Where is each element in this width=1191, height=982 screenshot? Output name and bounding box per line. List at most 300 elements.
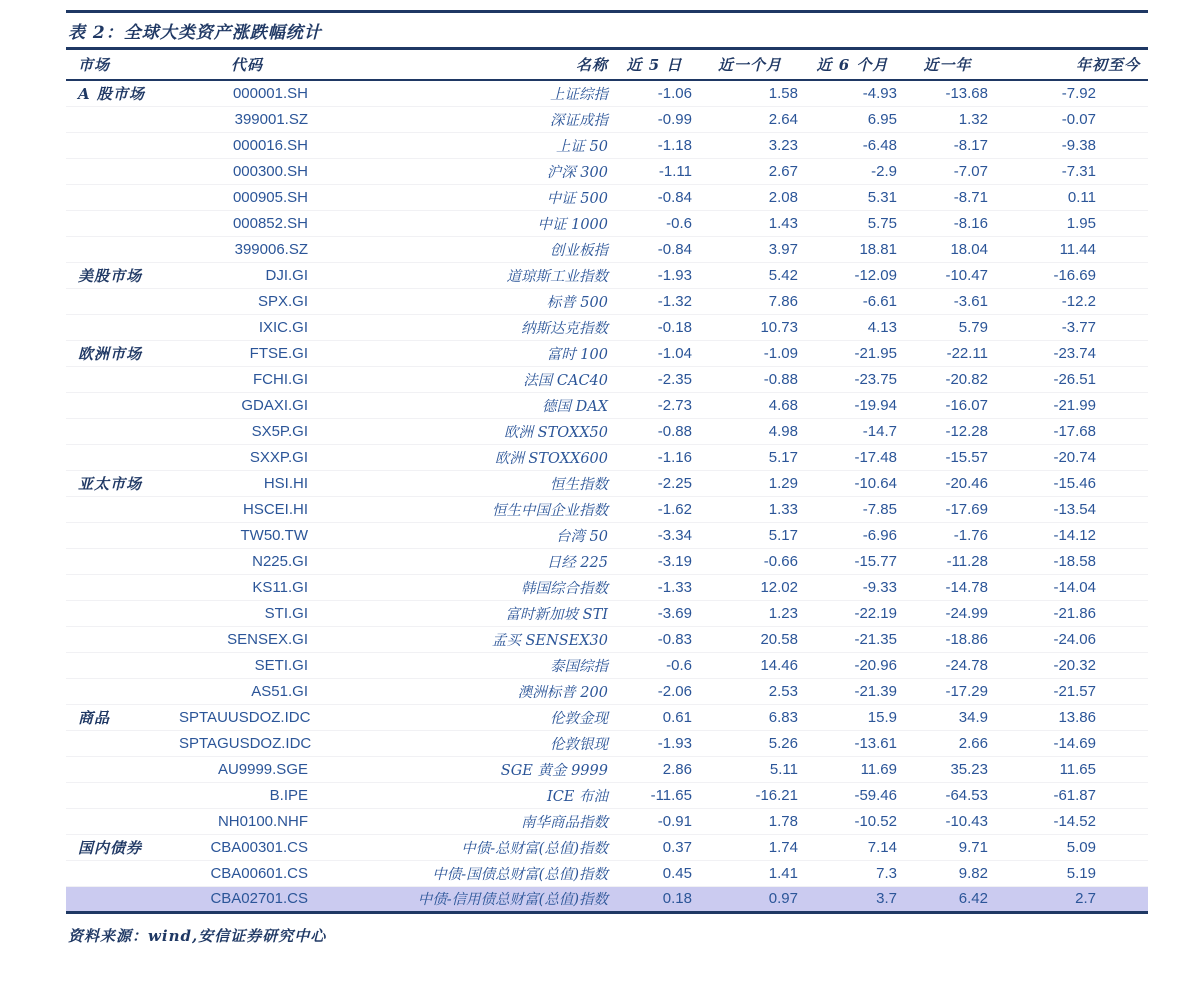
value-1year-cell: -64.53 bbox=[902, 782, 993, 808]
value-1year-cell: -13.68 bbox=[902, 80, 993, 106]
code-cell: 000300.SH bbox=[178, 158, 316, 184]
name-cell: 德国 DAX bbox=[316, 392, 612, 418]
value-5day-cell: -1.93 bbox=[612, 730, 697, 756]
value-ytd-cell: -7.31 bbox=[993, 158, 1148, 184]
value-5day-cell: -0.6 bbox=[612, 652, 697, 678]
value-1month-cell: 5.17 bbox=[697, 522, 803, 548]
value-1month-cell: 5.17 bbox=[697, 444, 803, 470]
code-cell: SETI.GI bbox=[178, 652, 316, 678]
name-cell: 伦敦金现 bbox=[316, 704, 612, 730]
market-cell bbox=[66, 184, 178, 210]
value-5day-cell: -0.91 bbox=[612, 808, 697, 834]
market-cell bbox=[66, 366, 178, 392]
value-6month-cell: 18.81 bbox=[803, 236, 902, 262]
table-row bbox=[66, 730, 1148, 756]
market-cell bbox=[66, 522, 178, 548]
value-1year-cell: -8.17 bbox=[902, 132, 993, 158]
value-ytd-cell: -7.92 bbox=[993, 80, 1148, 106]
value-6month-cell: -9.33 bbox=[803, 574, 902, 600]
value-ytd-cell: -14.12 bbox=[993, 522, 1148, 548]
table-row bbox=[66, 158, 1148, 184]
value-1month-cell: 1.41 bbox=[697, 860, 803, 886]
code-cell: KS11.GI bbox=[178, 574, 316, 600]
name-cell: 道琼斯工业指数 bbox=[316, 262, 612, 288]
value-5day-cell: -1.32 bbox=[612, 288, 697, 314]
code-cell: 399001.SZ bbox=[178, 106, 316, 132]
value-5day-cell: -3.69 bbox=[612, 600, 697, 626]
market-cell bbox=[66, 496, 178, 522]
value-1month-cell: 5.26 bbox=[697, 730, 803, 756]
table-row bbox=[66, 288, 1148, 314]
table-row bbox=[66, 548, 1148, 574]
value-5day-cell: -1.62 bbox=[612, 496, 697, 522]
table-row bbox=[66, 262, 1148, 288]
value-5day-cell: -0.18 bbox=[612, 314, 697, 340]
value-1year-cell: -8.71 bbox=[902, 184, 993, 210]
value-5day-cell: 0.37 bbox=[612, 834, 697, 860]
name-cell: 上证综指 bbox=[316, 80, 612, 106]
table-row bbox=[66, 210, 1148, 236]
value-1month-cell: 0.97 bbox=[697, 886, 803, 912]
name-cell: 欧洲 STOXX50 bbox=[316, 418, 612, 444]
table-row bbox=[66, 834, 1148, 860]
name-cell: 中证 500 bbox=[316, 184, 612, 210]
code-cell: HSCEI.HI bbox=[178, 496, 316, 522]
name-cell: 上证 50 bbox=[316, 132, 612, 158]
value-ytd-cell: -13.54 bbox=[993, 496, 1148, 522]
header-row bbox=[66, 50, 1148, 80]
value-5day-cell: -11.65 bbox=[612, 782, 697, 808]
name-cell: 恒生指数 bbox=[316, 470, 612, 496]
value-6month-cell: -21.35 bbox=[803, 626, 902, 652]
table-row bbox=[66, 392, 1148, 418]
value-5day-cell: -1.33 bbox=[612, 574, 697, 600]
table-row bbox=[66, 366, 1148, 392]
value-5day-cell: -1.18 bbox=[612, 132, 697, 158]
value-1month-cell: 20.58 bbox=[697, 626, 803, 652]
header-5day: 近 5 日 bbox=[612, 50, 697, 80]
value-1year-cell: -14.78 bbox=[902, 574, 993, 600]
value-1year-cell: -10.47 bbox=[902, 262, 993, 288]
value-1year-cell: -8.16 bbox=[902, 210, 993, 236]
value-1month-cell: -1.09 bbox=[697, 340, 803, 366]
market-cell bbox=[66, 288, 178, 314]
value-ytd-cell: -14.52 bbox=[993, 808, 1148, 834]
header-market: 市场 bbox=[66, 50, 178, 80]
value-6month-cell: -2.9 bbox=[803, 158, 902, 184]
code-cell: DJI.GI bbox=[178, 262, 316, 288]
value-1year-cell: -18.86 bbox=[902, 626, 993, 652]
value-ytd-cell: -0.07 bbox=[993, 106, 1148, 132]
value-ytd-cell: -14.69 bbox=[993, 730, 1148, 756]
value-5day-cell: -1.16 bbox=[612, 444, 697, 470]
name-cell: 台湾 50 bbox=[316, 522, 612, 548]
header-code: 代码 bbox=[178, 50, 316, 80]
name-cell: SGE 黄金 9999 bbox=[316, 756, 612, 782]
table-row bbox=[66, 236, 1148, 262]
value-6month-cell: -59.46 bbox=[803, 782, 902, 808]
value-5day-cell: -1.11 bbox=[612, 158, 697, 184]
value-5day-cell: -0.83 bbox=[612, 626, 697, 652]
market-cell: 国内债券 bbox=[66, 834, 178, 860]
value-6month-cell: 11.69 bbox=[803, 756, 902, 782]
header-1year: 近一年 bbox=[902, 50, 993, 80]
header-6month: 近 6 个月 bbox=[803, 50, 902, 80]
table-title: 表 2：全球大类资产涨跌幅统计 bbox=[68, 23, 322, 43]
value-1year-cell: 5.79 bbox=[902, 314, 993, 340]
value-5day-cell: -2.25 bbox=[612, 470, 697, 496]
code-cell: SPTAUUSDOZ.IDC bbox=[178, 704, 316, 730]
name-cell: 中债-信用债总财富(总值)指数 bbox=[316, 886, 612, 912]
table-row bbox=[66, 80, 1148, 106]
value-6month-cell: -12.09 bbox=[803, 262, 902, 288]
value-ytd-cell: -61.87 bbox=[993, 782, 1148, 808]
value-1year-cell: -15.57 bbox=[902, 444, 993, 470]
value-6month-cell: -15.77 bbox=[803, 548, 902, 574]
market-cell bbox=[66, 132, 178, 158]
value-1month-cell: 14.46 bbox=[697, 652, 803, 678]
market-cell bbox=[66, 444, 178, 470]
market-cell: 美股市场 bbox=[66, 262, 178, 288]
value-1year-cell: -7.07 bbox=[902, 158, 993, 184]
table-row bbox=[66, 808, 1148, 834]
value-1month-cell: 12.02 bbox=[697, 574, 803, 600]
value-1year-cell: -3.61 bbox=[902, 288, 993, 314]
value-1month-cell: 10.73 bbox=[697, 314, 803, 340]
table-row bbox=[66, 418, 1148, 444]
value-1month-cell: -16.21 bbox=[697, 782, 803, 808]
value-1year-cell: 9.82 bbox=[902, 860, 993, 886]
market-cell: 亚太市场 bbox=[66, 470, 178, 496]
name-cell: 富时新加坡 STI bbox=[316, 600, 612, 626]
value-ytd-cell: -21.57 bbox=[993, 678, 1148, 704]
table-row bbox=[66, 678, 1148, 704]
value-ytd-cell: 11.65 bbox=[993, 756, 1148, 782]
value-5day-cell: 2.86 bbox=[612, 756, 697, 782]
code-cell: HSI.HI bbox=[178, 470, 316, 496]
name-cell: 中债-国债总财富(总值)指数 bbox=[316, 860, 612, 886]
value-1year-cell: 9.71 bbox=[902, 834, 993, 860]
value-1year-cell: -11.28 bbox=[902, 548, 993, 574]
value-ytd-cell: -20.74 bbox=[993, 444, 1148, 470]
value-1year-cell: 34.9 bbox=[902, 704, 993, 730]
code-cell: SXXP.GI bbox=[178, 444, 316, 470]
name-cell: 南华商品指数 bbox=[316, 808, 612, 834]
table-row bbox=[66, 886, 1148, 912]
code-cell: NH0100.NHF bbox=[178, 808, 316, 834]
market-cell bbox=[66, 106, 178, 132]
table-row bbox=[66, 314, 1148, 340]
value-1month-cell: 2.08 bbox=[697, 184, 803, 210]
value-6month-cell: 7.14 bbox=[803, 834, 902, 860]
header-name: 名称 bbox=[316, 50, 612, 80]
header-ytd: 年初至今 bbox=[993, 50, 1148, 80]
value-1month-cell: 6.83 bbox=[697, 704, 803, 730]
code-cell: 399006.SZ bbox=[178, 236, 316, 262]
value-5day-cell: -0.84 bbox=[612, 184, 697, 210]
name-cell: 日经 225 bbox=[316, 548, 612, 574]
table-row bbox=[66, 626, 1148, 652]
code-cell: TW50.TW bbox=[178, 522, 316, 548]
value-ytd-cell: -21.86 bbox=[993, 600, 1148, 626]
table-row bbox=[66, 106, 1148, 132]
value-1month-cell: 2.64 bbox=[697, 106, 803, 132]
code-cell: SPX.GI bbox=[178, 288, 316, 314]
value-ytd-cell: -17.68 bbox=[993, 418, 1148, 444]
code-cell: SPTAGUSDOZ.IDC bbox=[178, 730, 316, 756]
asset-performance-table bbox=[66, 50, 1148, 914]
value-5day-cell: 0.61 bbox=[612, 704, 697, 730]
value-1year-cell: -12.28 bbox=[902, 418, 993, 444]
value-5day-cell: -1.04 bbox=[612, 340, 697, 366]
market-cell bbox=[66, 782, 178, 808]
value-ytd-cell: 5.19 bbox=[993, 860, 1148, 886]
market-cell bbox=[66, 236, 178, 262]
value-1month-cell: 2.53 bbox=[697, 678, 803, 704]
code-cell: STI.GI bbox=[178, 600, 316, 626]
code-cell: GDAXI.GI bbox=[178, 392, 316, 418]
market-cell: 欧洲市场 bbox=[66, 340, 178, 366]
name-cell: 伦敦银现 bbox=[316, 730, 612, 756]
table-row bbox=[66, 496, 1148, 522]
value-1month-cell: 1.78 bbox=[697, 808, 803, 834]
market-cell bbox=[66, 756, 178, 782]
value-ytd-cell: -24.06 bbox=[993, 626, 1148, 652]
name-cell: 欧洲 STOXX600 bbox=[316, 444, 612, 470]
value-1month-cell: 1.29 bbox=[697, 470, 803, 496]
name-cell: 纳斯达克指数 bbox=[316, 314, 612, 340]
value-ytd-cell: -16.69 bbox=[993, 262, 1148, 288]
value-ytd-cell: -20.32 bbox=[993, 652, 1148, 678]
value-ytd-cell: 1.95 bbox=[993, 210, 1148, 236]
name-cell: 泰国综指 bbox=[316, 652, 612, 678]
value-1year-cell: 6.42 bbox=[902, 886, 993, 912]
value-5day-cell: -0.88 bbox=[612, 418, 697, 444]
value-1year-cell: -22.11 bbox=[902, 340, 993, 366]
value-1month-cell: 4.68 bbox=[697, 392, 803, 418]
value-ytd-cell: 13.86 bbox=[993, 704, 1148, 730]
value-1month-cell: 5.11 bbox=[697, 756, 803, 782]
name-cell: 恒生中国企业指数 bbox=[316, 496, 612, 522]
value-1month-cell: 1.58 bbox=[697, 80, 803, 106]
name-cell: 孟买 SENSEX30 bbox=[316, 626, 612, 652]
value-6month-cell: -10.64 bbox=[803, 470, 902, 496]
table-row bbox=[66, 184, 1148, 210]
market-cell bbox=[66, 392, 178, 418]
value-5day-cell: 0.45 bbox=[612, 860, 697, 886]
value-6month-cell: -6.61 bbox=[803, 288, 902, 314]
value-1month-cell: 1.74 bbox=[697, 834, 803, 860]
value-1year-cell: 2.66 bbox=[902, 730, 993, 756]
market-cell: 商品 bbox=[66, 704, 178, 730]
value-ytd-cell: -3.77 bbox=[993, 314, 1148, 340]
table-row bbox=[66, 756, 1148, 782]
name-cell: 标普 500 bbox=[316, 288, 612, 314]
value-6month-cell: -17.48 bbox=[803, 444, 902, 470]
value-1month-cell: 2.67 bbox=[697, 158, 803, 184]
code-cell: CBA00301.CS bbox=[178, 834, 316, 860]
market-cell bbox=[66, 886, 178, 912]
value-5day-cell: -0.84 bbox=[612, 236, 697, 262]
value-6month-cell: 5.75 bbox=[803, 210, 902, 236]
code-cell: AS51.GI bbox=[178, 678, 316, 704]
table-row bbox=[66, 704, 1148, 730]
value-ytd-cell: -18.58 bbox=[993, 548, 1148, 574]
value-6month-cell: 4.13 bbox=[803, 314, 902, 340]
value-1year-cell: -20.82 bbox=[902, 366, 993, 392]
value-1year-cell: -24.99 bbox=[902, 600, 993, 626]
table-row bbox=[66, 340, 1148, 366]
value-5day-cell: -3.19 bbox=[612, 548, 697, 574]
name-cell: 富时 100 bbox=[316, 340, 612, 366]
value-1year-cell: -20.46 bbox=[902, 470, 993, 496]
value-6month-cell: 15.9 bbox=[803, 704, 902, 730]
code-cell: FTSE.GI bbox=[178, 340, 316, 366]
code-cell: AU9999.SGE bbox=[178, 756, 316, 782]
value-1year-cell: -17.29 bbox=[902, 678, 993, 704]
code-cell: IXIC.GI bbox=[178, 314, 316, 340]
market-cell bbox=[66, 678, 178, 704]
value-6month-cell: 3.7 bbox=[803, 886, 902, 912]
value-6month-cell: -7.85 bbox=[803, 496, 902, 522]
name-cell: ICE 布油 bbox=[316, 782, 612, 808]
market-cell bbox=[66, 600, 178, 626]
market-cell bbox=[66, 418, 178, 444]
market-cell bbox=[66, 626, 178, 652]
value-5day-cell: -0.99 bbox=[612, 106, 697, 132]
market-cell bbox=[66, 860, 178, 886]
value-1year-cell: -10.43 bbox=[902, 808, 993, 834]
table-row bbox=[66, 132, 1148, 158]
value-6month-cell: 5.31 bbox=[803, 184, 902, 210]
value-ytd-cell: -21.99 bbox=[993, 392, 1148, 418]
name-cell: 沪深 300 bbox=[316, 158, 612, 184]
report-table-section bbox=[66, 10, 1148, 946]
market-cell bbox=[66, 158, 178, 184]
value-6month-cell: 7.3 bbox=[803, 860, 902, 886]
name-cell: 中债-总财富(总值)指数 bbox=[316, 834, 612, 860]
market-cell bbox=[66, 652, 178, 678]
value-ytd-cell: 5.09 bbox=[993, 834, 1148, 860]
value-1month-cell: 1.43 bbox=[697, 210, 803, 236]
market-cell bbox=[66, 210, 178, 236]
value-ytd-cell: -9.38 bbox=[993, 132, 1148, 158]
header-1month: 近一个月 bbox=[697, 50, 803, 80]
value-ytd-cell: 0.11 bbox=[993, 184, 1148, 210]
value-6month-cell: -19.94 bbox=[803, 392, 902, 418]
value-1month-cell: 3.23 bbox=[697, 132, 803, 158]
code-cell: 000001.SH bbox=[178, 80, 316, 106]
value-ytd-cell: -26.51 bbox=[993, 366, 1148, 392]
code-cell: SX5P.GI bbox=[178, 418, 316, 444]
value-1month-cell: 7.86 bbox=[697, 288, 803, 314]
value-1year-cell: 18.04 bbox=[902, 236, 993, 262]
value-5day-cell: -0.6 bbox=[612, 210, 697, 236]
value-1year-cell: -24.78 bbox=[902, 652, 993, 678]
code-cell: FCHI.GI bbox=[178, 366, 316, 392]
market-cell bbox=[66, 730, 178, 756]
value-1year-cell: -17.69 bbox=[902, 496, 993, 522]
value-1month-cell: 3.97 bbox=[697, 236, 803, 262]
value-ytd-cell: 11.44 bbox=[993, 236, 1148, 262]
value-5day-cell: -2.73 bbox=[612, 392, 697, 418]
code-cell: 000852.SH bbox=[178, 210, 316, 236]
table-row bbox=[66, 444, 1148, 470]
code-cell: 000016.SH bbox=[178, 132, 316, 158]
name-cell: 澳洲标普 200 bbox=[316, 678, 612, 704]
name-cell: 中证 1000 bbox=[316, 210, 612, 236]
value-6month-cell: -23.75 bbox=[803, 366, 902, 392]
value-1month-cell: 1.33 bbox=[697, 496, 803, 522]
value-1month-cell: 4.98 bbox=[697, 418, 803, 444]
name-cell: 深证成指 bbox=[316, 106, 612, 132]
value-6month-cell: -22.19 bbox=[803, 600, 902, 626]
market-cell: A 股市场 bbox=[66, 80, 178, 106]
value-5day-cell: -2.35 bbox=[612, 366, 697, 392]
market-cell bbox=[66, 314, 178, 340]
value-6month-cell: -21.39 bbox=[803, 678, 902, 704]
code-cell: B.IPE bbox=[178, 782, 316, 808]
value-5day-cell: 0.18 bbox=[612, 886, 697, 912]
value-ytd-cell: -14.04 bbox=[993, 574, 1148, 600]
value-1year-cell: -1.76 bbox=[902, 522, 993, 548]
name-cell: 韩国综合指数 bbox=[316, 574, 612, 600]
table-row bbox=[66, 860, 1148, 886]
code-cell: CBA00601.CS bbox=[178, 860, 316, 886]
name-cell: 创业板指 bbox=[316, 236, 612, 262]
market-cell bbox=[66, 548, 178, 574]
value-6month-cell: -6.48 bbox=[803, 132, 902, 158]
table-row bbox=[66, 574, 1148, 600]
value-1month-cell: 5.42 bbox=[697, 262, 803, 288]
value-ytd-cell: 2.7 bbox=[993, 886, 1148, 912]
table-row bbox=[66, 652, 1148, 678]
value-5day-cell: -3.34 bbox=[612, 522, 697, 548]
value-6month-cell: -14.7 bbox=[803, 418, 902, 444]
value-5day-cell: -2.06 bbox=[612, 678, 697, 704]
table-row bbox=[66, 600, 1148, 626]
value-5day-cell: -1.06 bbox=[612, 80, 697, 106]
value-1month-cell: -0.88 bbox=[697, 366, 803, 392]
code-cell: 000905.SH bbox=[178, 184, 316, 210]
value-6month-cell: -10.52 bbox=[803, 808, 902, 834]
value-6month-cell: -13.61 bbox=[803, 730, 902, 756]
market-cell bbox=[66, 808, 178, 834]
name-cell: 法国 CAC40 bbox=[316, 366, 612, 392]
value-5day-cell: -1.93 bbox=[612, 262, 697, 288]
value-1year-cell: 35.23 bbox=[902, 756, 993, 782]
source-note: 资料来源：wind,安信证券研究中心 bbox=[68, 926, 327, 945]
value-ytd-cell: -15.46 bbox=[993, 470, 1148, 496]
code-cell: SENSEX.GI bbox=[178, 626, 316, 652]
value-6month-cell: -21.95 bbox=[803, 340, 902, 366]
table-row bbox=[66, 470, 1148, 496]
value-1year-cell: -16.07 bbox=[902, 392, 993, 418]
market-cell bbox=[66, 574, 178, 600]
value-1month-cell: 1.23 bbox=[697, 600, 803, 626]
code-cell: N225.GI bbox=[178, 548, 316, 574]
value-1month-cell: -0.66 bbox=[697, 548, 803, 574]
value-6month-cell: -20.96 bbox=[803, 652, 902, 678]
value-ytd-cell: -23.74 bbox=[993, 340, 1148, 366]
value-6month-cell: -6.96 bbox=[803, 522, 902, 548]
value-6month-cell: -4.93 bbox=[803, 80, 902, 106]
value-6month-cell: 6.95 bbox=[803, 106, 902, 132]
table-row bbox=[66, 522, 1148, 548]
code-cell: CBA02701.CS bbox=[178, 886, 316, 912]
value-ytd-cell: -12.2 bbox=[993, 288, 1148, 314]
table-row bbox=[66, 782, 1148, 808]
